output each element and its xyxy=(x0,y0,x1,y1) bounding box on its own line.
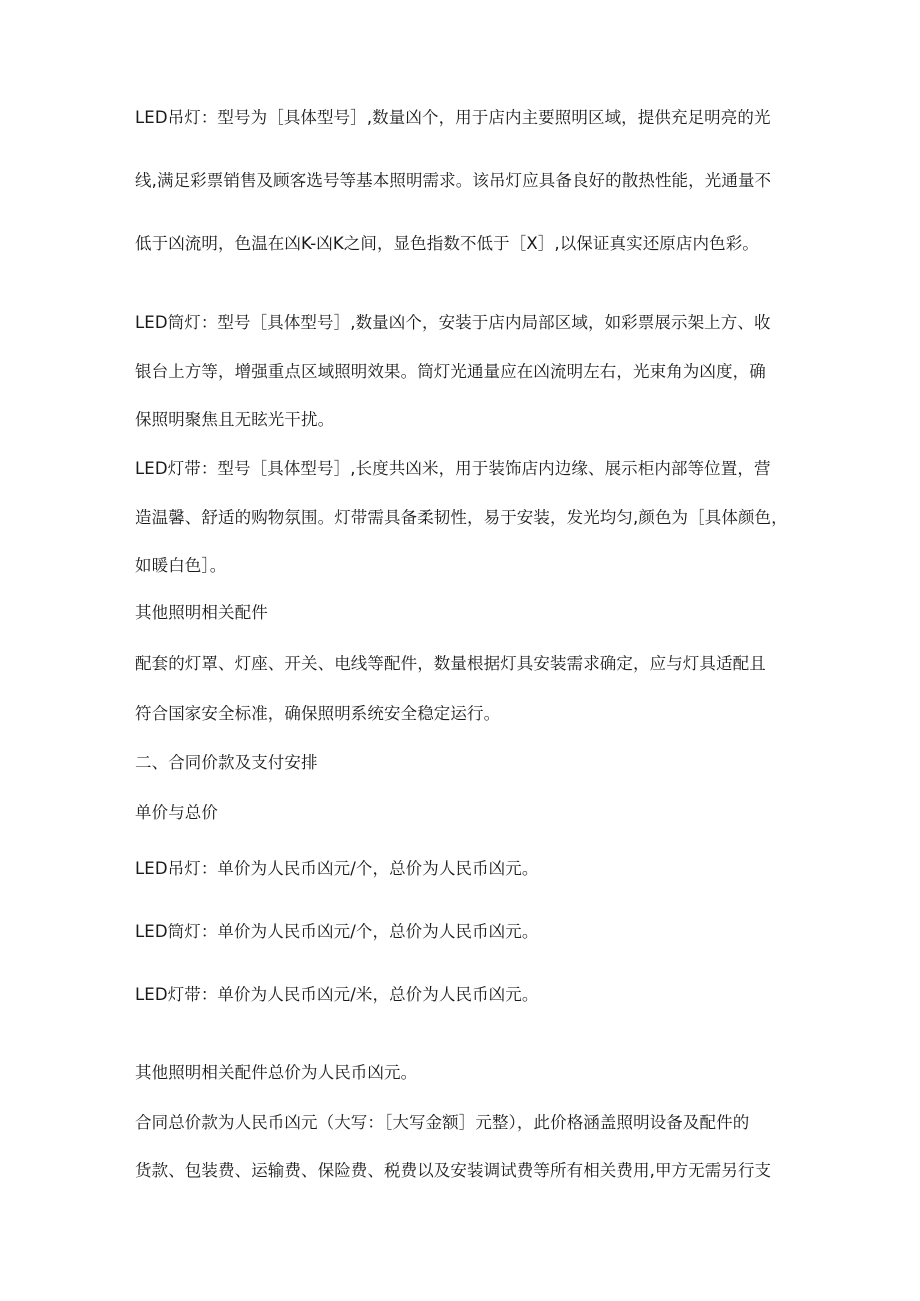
text-line: LED筒灯：型号［具体型号］,数量凶个，安装于店内局部区域，如彩票展示架上方、收 xyxy=(135,313,771,332)
text-line: 如暖白色］。 xyxy=(135,556,227,575)
text-line: 其他照明相关配件总价为人民币凶元。 xyxy=(135,1063,418,1082)
text-line: 合同总价款为人民币凶元（大写：［大写金额］元整），此价格涵盖照明设备及配件的 xyxy=(135,1113,750,1132)
text-line: LED吊灯：型号为［具体型号］,数量凶个，用于店内主要照明区域，提供充足明亮的光 xyxy=(135,108,771,127)
section-heading: 二、合同价款及支付安排 xyxy=(135,753,318,772)
text-line: 符合国家安全标准，确保照明系统安全稳定运行。 xyxy=(135,704,501,723)
text-line: 配套的灯罩、灯座、开关、电线等配件，数量根据灯具安装需求确定，应与灯具适配且 xyxy=(135,654,766,673)
text-line: LED灯带：单价为人民币凶元/米，总价为人民币凶元。 xyxy=(135,985,539,1004)
text-line: 线,满足彩票销售及顾客选号等基本照明需求。该吊灯应具备良好的散热性能，光通量不 xyxy=(135,171,772,190)
text-line: 货款、包装费、运输费、保险费、税费以及安装调试费等所有相关费用,甲方无需另行支 xyxy=(135,1161,772,1180)
text-line: 造温馨、舒适的购物氛围。灯带需具备柔韧性，易于安装，发光均匀,颜色为［具体颜色， xyxy=(135,508,788,527)
text-line: 银台上方等，增强重点区域照明效果。筒灯光通量应在凶流明左右，光束角为凶度，确 xyxy=(135,362,766,381)
section-heading: 其他照明相关配件 xyxy=(135,603,268,622)
text-line: 低于凶流明，色温在凶K-凶K之间，显色指数不低于［X］,以保证真实还原店内色彩。 xyxy=(135,234,759,253)
text-line: LED吊灯：单价为人民币凶元/个，总价为人民币凶元。 xyxy=(135,859,539,878)
text-line: LED筒灯：单价为人民币凶元/个，总价为人民币凶元。 xyxy=(135,922,539,941)
section-heading: 单价与总价 xyxy=(135,803,218,822)
text-line: LED灯带：型号［具体型号］,长度共凶米，用于装饰店内边缘、展示柜内部等位置，营 xyxy=(135,459,771,478)
text-line: 保照明聚焦且无眩光干扰。 xyxy=(135,410,335,429)
